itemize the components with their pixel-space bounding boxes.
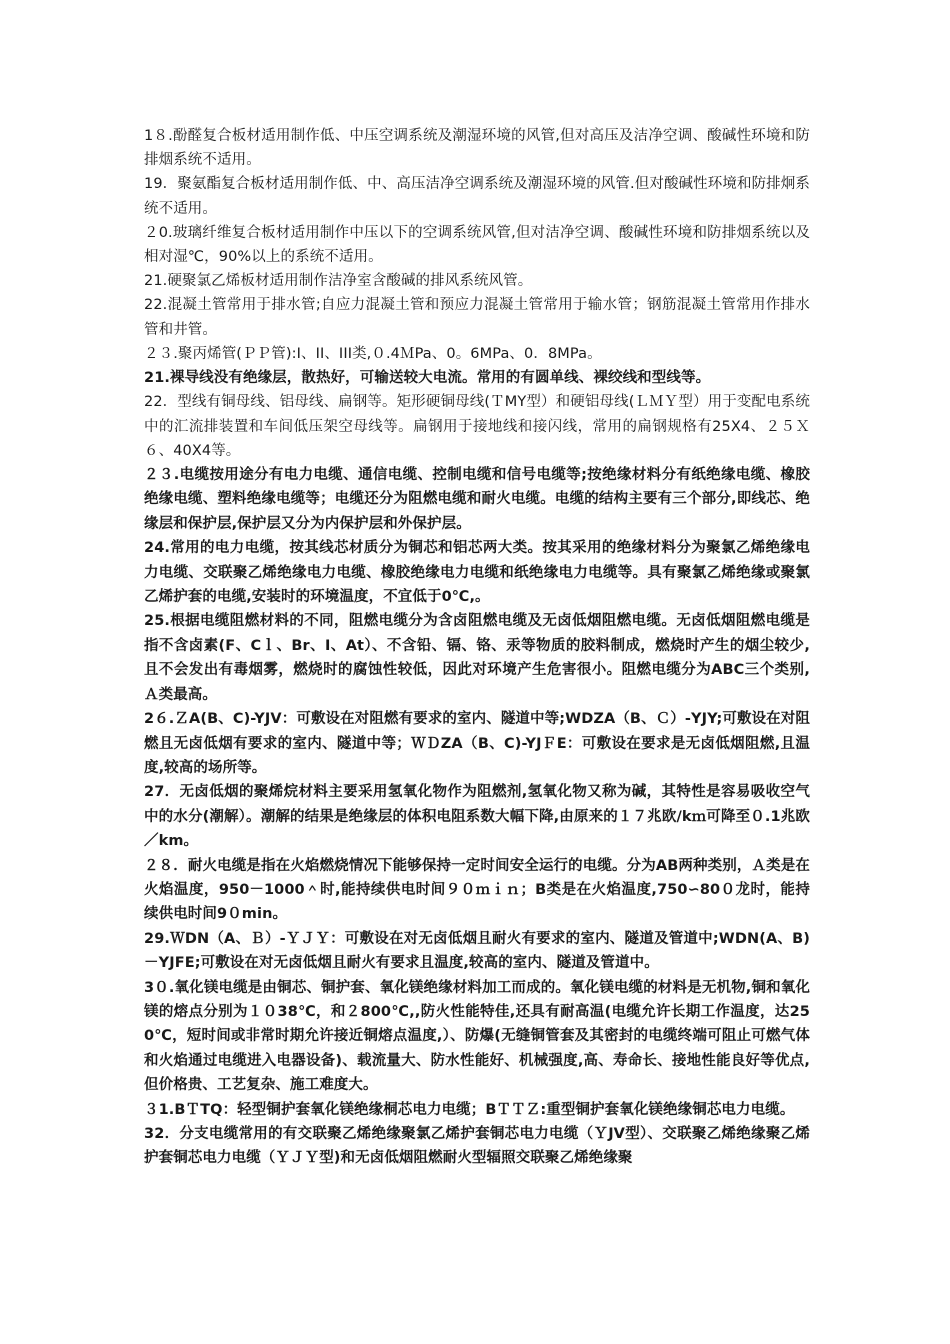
paragraph-19: 19．聚氨酯复合板材适用制作低、中、高压洁净空调系统及潮湿环境的风管.但对酸碱性环境和防排炯系统不适用。 xyxy=(144,176,810,217)
paragraph-25-flame-retardant: 25.根据电缆阻燃材料的不同，阻燃电缆分为含卤阻燃电缆及无卤低烟阻燃电缆。无卤低烟阻燃电缆是指不含卤素(F、Cｌ、Br、I、At）、不含铅、镉、铬、汞等物质的胶料制成，燃烧时产生的烟尘较少,且不会发出有毒烟雾，燃烧时的腐蚀性较低，因此对环境产生危害很小。阻燃电缆分为ABC三个类别,Ａ类最高。 xyxy=(144,613,810,703)
paragraph-18: 1８.酚醛复合板材适用制作低、中压空调系统及潮湿环境的风管,但对高压及洁净空调、酸碱性环境和防排烟系统不适用。 xyxy=(144,128,810,169)
paragraph-29-wdn-models: 29.ＷDN（A、Ｂ）-ＹＪＹ：可敷设在对无卤低烟且耐火有要求的室内、隧道及管道中;WDN(A、B)－YJFE;可敷设在对无卤低烟且耐火有要求且温度,较高的室内、隧道及管道中。 xyxy=(144,930,810,972)
paragraph-31-bttq: ３1.BＴTQ：轻型铜护套氧化镁绝缘桐芯电力电缆；BＴＴＺ:重型铜护套氧化镁绝缘铜芯电力电缆。 xyxy=(144,1101,795,1118)
paragraph-22-busbar: 22．型线有铜母线、铝母线、扁钢等。矩形硬铜母线(ＴMY型）和硬铝母线(ＬＭＹ型）用于变配电系统中的汇流排装置和车间低压架空母线等。扁钢用于接地线和接闪线，常用的扁钢规格有25X4、２５Ｘ６、40X4等。 xyxy=(144,394,810,459)
paragraph-28-fire-resistant: ２８．耐火电缆是指在火焰燃烧情况下能够保持一定时间安全运行的电缆。分为AB两种类别，Ａ类是在火焰温度，950－1000＾时,能持续供电时间９０ｍｉｎ；B类是在火焰温度,750∽80０龙时，能持续供电时间9０min。 xyxy=(144,857,810,923)
paragraph-30-mgo-cable: 3０.氧化镁电缆是由铜芯、铜护套、氧化镁绝缘材料加工而成的。氧化镁电缆的材料是无机物,铜和氧化镁的熔点分别为１０38℃，和２800℃,,防火性能特佳,还具有耐高温(电缆允许长期工作温度，达250℃，短时间或非常时期允许接近铜熔点温度,）、防爆(无缝铜管套及其密封的电缆终端可阻止可燃气体和火焰通过电缆进入电器设备)、载流量大、防水性能好、机械强度,高、寿命长、接地性能良好等优点,但价格贵、工艺复杂、施工难度大。 xyxy=(144,979,810,1094)
document-page xyxy=(144,124,810,1171)
paragraph-22-concrete: 22.混凝土管常用于排水管;自应力混凝土管和预应力混凝土管常用于输水管；钢筋混凝土管常用作排水管和井管。 xyxy=(144,297,810,338)
paragraph-21-bare-wire: 21.裸导线没有绝缘层，散热好，可输送较大电流。常用的有圆单线、裸绞线和型线等。 xyxy=(144,370,711,387)
paragraph-24-power-cable: 24.常用的电力电缆，按其线芯材质分为铜芯和铝芯两大类。按其采用的绝缘材料分为聚氯乙烯绝缘电力电缆、交联聚乙烯绝缘电力电缆、橡胶绝缘电力电缆和纸绝缘电力电缆等。具有聚氯乙烯绝缘或聚氯乙烯护套的电缆,安装时的环境温度，不宜低于0℃,。 xyxy=(144,540,810,606)
paragraph-26-za-models: 2６.ＺA(B、C)-YJⅤ：可敷设在对阻燃有要求的室内、隧道中等;WDZA（B、Ｃ）-YJY;可敷设在对阻燃且无卤低烟有要求的室内、隧道中等；ＷＤZA（B、C)-YJＦE：可敷设在要求是无卤低烟阻燃,且温度,较高的场所等。 xyxy=(144,711,810,776)
paragraph-32-branch-cable: 32．分支电缆常用的有交联聚乙烯绝缘聚氯乙烯护套铜芯电力电缆（ＹJV型）、交联聚乙烯绝缘聚乙烯护套铜芯电力电缆（ＹＪＹ型)和无卤低烟阻燃耐火型辐照交联聚乙烯绝缘聚 xyxy=(144,1126,810,1167)
paragraph-27-halogen-free: 27．无卤低烟的聚烯烷材料主要采用氢氧化物作为阻燃剂,氢氧化物又称为碱，其特性是容易吸收空气中的水分(潮解）。潮解的结果是绝缘层的体积电阻系数大幅下降,由原来的１７兆欧/kｍ可降至０.1兆欧／km。 xyxy=(144,784,810,850)
paragraph-21-pvc: 21.硬聚氯乙烯板材适用制作洁净室含酸碱的排风系统风管。 xyxy=(144,273,533,290)
paragraph-20: ２0.玻璃纤维复合板材适用制作中压以下的空调系统风管,但对洁净空调、酸碱性环境和防排烟系统以及相对湿℃，90%以上的系统不适用。 xyxy=(144,224,810,266)
paragraph-23-cable-types: ２３.电缆按用途分有电力电缆、通信电缆、控制电缆和信号电缆等;按绝缘材料分有纸绝缘电缆、橡胶绝缘电缆、塑料绝缘电缆等；电缆还分为阻燃电缆和耐火电缆。电缆的结构主要有三个部分,即线芯、绝缘层和保护层,保护层又分为内保护层和外保护层。 xyxy=(144,467,810,532)
paragraph-23-pp: ２３.聚丙烯管(ＰＰ管):I、II、III类,０.4ＭPa、0。6MPa、0．8MPa。 xyxy=(144,345,602,362)
